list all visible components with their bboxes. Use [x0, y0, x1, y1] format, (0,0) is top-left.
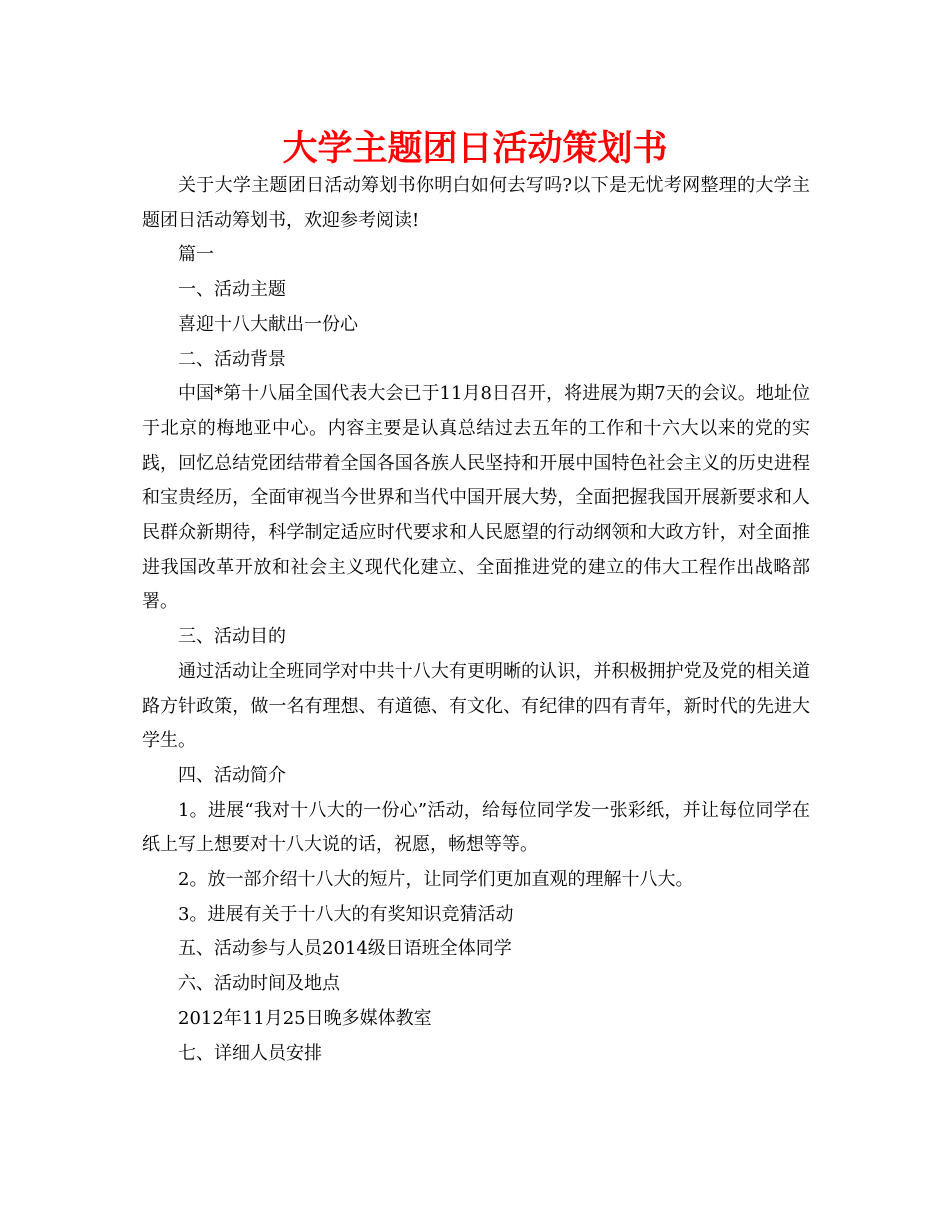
activity-purpose-text: 通过活动让全班同学对中共十八大有更明晰的认识，并积极拥护党及党的相关道路方针政策，做一名有理想、有道德、有文化、有纪律的四有青年，新时代的先进大学生。: [142, 660, 810, 752]
activity-background-text: 中国*第十八届全国代表大会已于11月8日召开，将进展为期7天的会议。地址位于北京的梅地亚中心。内容主要是认真总结过去五年的工作和十六大以来的党的实践，回忆总结党团结带着全国各国各族人民坚持和开展中国特色社会主义的历史进程和宝贵经历，全面审视当今世界和当代中国开展大势，全面把握我国开展新要求和人民群众新期待，科学制定适应时代要求和人民愿望的行动纲领和大政方针，对全面推进我国改革开放和社会主义现代化建立、全面推进党的建立的伟大工程作出战略部署。: [142, 383, 810, 613]
heading-staff-arrangement: 七、详细人员安排: [178, 1042, 322, 1064]
activity-intro-item-1: 1。进展“我对十八大的一份心”活动，给每位同学发一张彩纸，并让每位同学在纸上写上想要对十八大说的话，祝愿，畅想等等。: [142, 799, 810, 856]
heading-activity-background: 二、活动背景: [178, 348, 286, 370]
activity-intro-item-3: 3。进展有关于十八大的有奖知识竞猜活动: [178, 903, 514, 925]
heading-activity-intro: 四、活动简介: [178, 764, 286, 786]
intro-paragraph: 关于大学主题团日活动筹划书你明白如何去写吗?以下是无忧考网整理的大学主题团日活动筹划书，欢迎参考阅读!: [142, 175, 810, 231]
heading-activity-theme: 一、活动主题: [178, 279, 286, 301]
section-label: 篇一: [178, 244, 214, 266]
heading-activity-purpose: 三、活动目的: [178, 626, 286, 648]
time-location-text: 2012年11月25日晚多媒体教室: [178, 1007, 432, 1029]
heading-time-location: 六、活动时间及地点: [178, 973, 340, 995]
heading-participants: 五、活动参与人员2014级日语班全体同学: [178, 938, 512, 960]
document-body: [142, 169, 810, 1071]
document-title: 大学主题团日活动策划书: [282, 129, 668, 169]
activity-theme-text: 喜迎十八大献出一份心: [178, 313, 358, 335]
activity-intro-item-2: 2。放一部介绍十八大的短片，让同学们更加直观的理解十八大。: [178, 869, 694, 891]
